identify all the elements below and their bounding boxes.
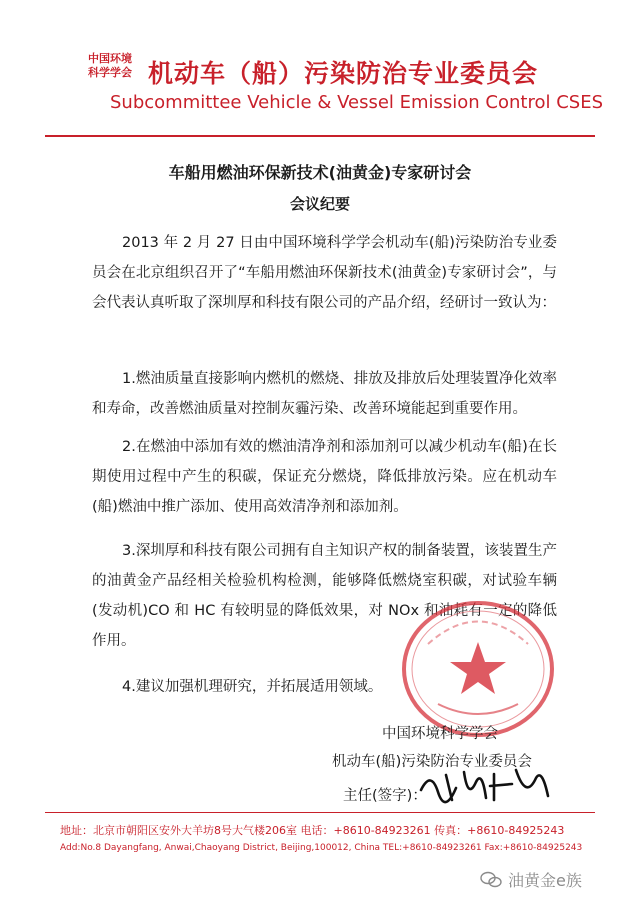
letterhead-title-cn: 机动车（船）污染防治专业委员会 (148, 59, 539, 88)
footer-divider (45, 812, 595, 813)
document-subtitle: 会议纪要 (289, 195, 350, 213)
point-1: 1.燃油质量直接影响内燃机的燃烧、排放及排放后处理装置净化效率和寿命，改善燃油质量对控制灰霾污染、改善环境能起到重要作用。 (92, 371, 557, 417)
footer-address-cn: 地址：北京市朝阳区安外大羊坊8号大气楼206室 电话：+8610-84923261 传真：+8610-84925243 (60, 824, 565, 837)
letterhead-org-line2: 科学学会 (88, 66, 132, 79)
letterhead-title-en: Subcommittee Vehicle & Vessel Emission Control CSES (110, 92, 604, 113)
handwritten-signature-icon (416, 760, 556, 810)
letterhead-divider (45, 135, 595, 137)
point-4: 4.建议加强机理研究，并拓展适用领域。 (122, 679, 383, 695)
document-title: 车船用燃油环保新技术(油黄金)专家研讨会 (168, 163, 472, 182)
watermark (480, 868, 582, 891)
point-3: 3.深圳厚和科技有限公司拥有自主知识产权的制备装置，该装置生产的油黄金产品经相关检验机构检测，能够降低燃烧室积碳，对试验车辆(发动机)CO 和 HC 有较明显的降低效果，对 NOx 和油耗有一定的降低作用。 (92, 543, 557, 649)
letterhead-org-name (88, 52, 148, 80)
intro-paragraph: 2013 年 2 月 27 日由中国环境科学学会机动车(船)污染防治专业委员会在北京组织召开了“车船用燃油环保新技术(油黄金)专家研讨会”，与会代表认真听取了深圳厚和科技有限公司的产品介绍，经研讨一致认为： (92, 235, 557, 311)
letterhead-org-line1: 中国环境 (88, 52, 132, 65)
watermark-text: 油黄金e族 (508, 871, 582, 890)
chat-bubbles-icon (480, 871, 502, 889)
signature-chair-label: 主任(签字)： (343, 788, 427, 804)
signature-org-2: 机动车(船)污染防治专业委员会 (332, 754, 532, 770)
signature-org-1: 中国环境科学学会 (382, 726, 498, 742)
point-2: 2.在燃油中添加有效的燃油清净剂和添加剂可以减少机动车(船)在长期使用过程中产生的积碳，保证充分燃烧，降低排放污染。应在机动车(船)燃油中推广添加、使用高效清净剂和添加剂。 (92, 439, 557, 515)
footer-address-en: Add:No.8 Dayangfang, Anwai,Chaoyang District, Beijing,100012, China TEL:+8610-84923261 Fax:+8610-84925243 (60, 843, 583, 853)
